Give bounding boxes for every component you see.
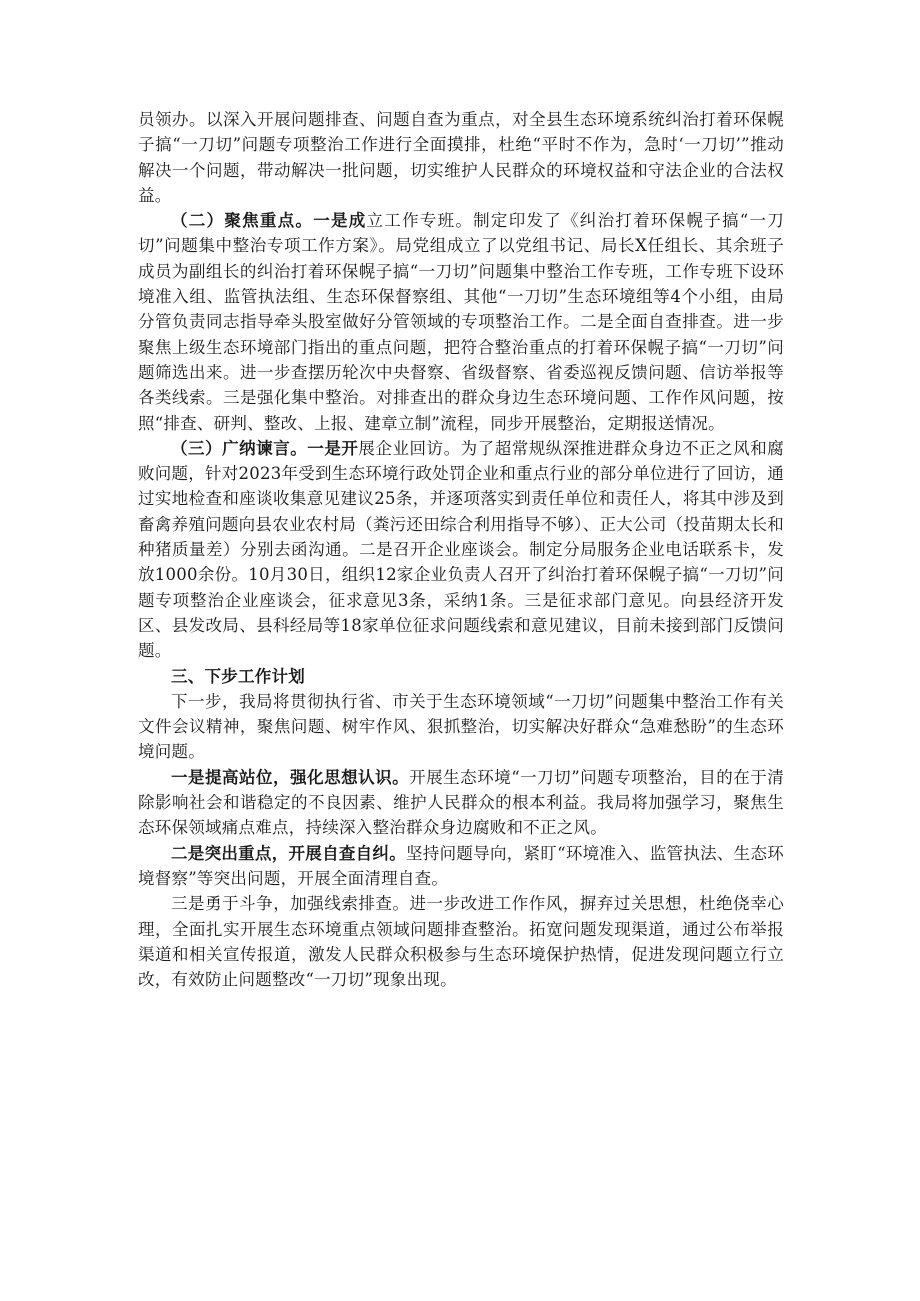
paragraph-plan-3: 三是勇于斗争，加强线索排查。进一步改进工作作风，摒弃过关思想，杜绝侥幸心理，全面扎实开展生态环境重点领域问题排查整治。拓宽问题发现渠道，通过公布举报渠道和相关宣传报道，激发人民群众积极参与生态环境保护热情，促进发现问题立行立改，有效防止问题整改“一刀切”现象出现。 xyxy=(138,894,784,990)
plan-2-heading: 二是突出重点，开展自查自纠。 xyxy=(171,843,407,863)
paragraph-section-3 xyxy=(138,436,784,664)
paragraph-plan-2 xyxy=(138,841,784,892)
section-3-heading: （三）广纳谏言。一是开 xyxy=(171,438,359,458)
paragraph-next-step-intro: 下一步，我局将贯彻执行省、市关于生态环境领域“一刀切”问题集中整治工作有关文件会议精神，聚焦问题、树牢作风、狠抓整治，切实解决好群众“急难愁盼”的生态环境问题。 xyxy=(138,691,784,762)
plan-1-heading: 一是提高站位，强化思想认识。 xyxy=(171,767,410,787)
section-2-text: 立工作专班。制定印发了《纠治打着环保幌子搞“一刀切”问题集中整治专项工作方案》。局党组成立了以党组书记、局长X任组长、其余班子成员为副组长的纠治打着环保幌子搞“一刀切”问题集中整治工作专班，工作专班下设环境准入组、监管执法组、生态环保督察组、其他“一刀切”生态环境组等4个小组，由局分管负责同志指导牵头股室做好分管领域的专项整治工作。二是全面自查排查。进一步聚焦上级生态环境部门指出的重点问题，把符合整治重点的打着环保幌子搞“一刀切”问题筛选出来。进一步查摆历轮次中央督察、省级督察、省委巡视反馈问题、信访举报等各类线索。三是强化集中整治。对排查出的群众身边生态环境问题、工作作风问题，按照“排查、研判、整改、上报、建章立制”流程，同步开展整治，定期报送情况。 xyxy=(138,211,785,433)
document-body xyxy=(138,107,784,992)
paragraph-plan-1 xyxy=(138,765,784,841)
heading-next-steps: 三、下步工作计划 xyxy=(171,666,305,686)
plan-1-text: 开展生态环境“一刀切”问题专项整治，目的在于清除影响社会和谐稳定的不良因素、维护人民群众的根本利益。我局将加强学习，聚焦生态环保领域痛点难点，持续深入整治群众身边腐败和不正之风。 xyxy=(138,767,785,838)
section-3-text: 展企业回访。为了超常规纵深推进群众身边不正之风和腐败问题，针对2023年受到生态环境行政处罚企业和重点行业的部分单位进行了回访，通过实地检查和座谈收集意见建议25条，并逐项落实到责任单位和责任人，将其中涉及到畜禽养殖问题向县农业农村局（粪污还田综合利用指导不够）、正大公司（投苗期太长和种猪质量差）分别去函沟通。二是召开企业座谈会。制定分局服务企业电话联系卡，发放1000余份。10月30日，组织12家企业负责人召开了纠治打着环保幌子搞“一刀切”问题专项整治企业座谈会，征求意见3条，采纳1条。三是征求部门意见。向县经济开发区、县发改局、县科经局等18家单位征求问题线索和意见建议，目前未接到部门反馈问题。 xyxy=(138,438,785,661)
section-2-heading: （二）聚焦重点。一是成 xyxy=(171,211,367,231)
paragraph-1: 员领办。以深入开展问题排查、问题自查为重点，对全县生态环境系统纠治打着环保幌子搞“一刀切”问题专项整治工作进行全面摸排，杜绝“平时不作为，急时‘一刀切’”推动解决一个问题，带动解决一批问题，切实维护人民群众的环境权益和守法企业的合法权益。 xyxy=(138,110,784,205)
plan-2-text: 坚持问题导向，紧盯“环境准入、监管执法、生态环境督察”等突出问题，开展全面清理自查。 xyxy=(138,843,785,888)
paragraph-section-2 xyxy=(138,208,784,436)
